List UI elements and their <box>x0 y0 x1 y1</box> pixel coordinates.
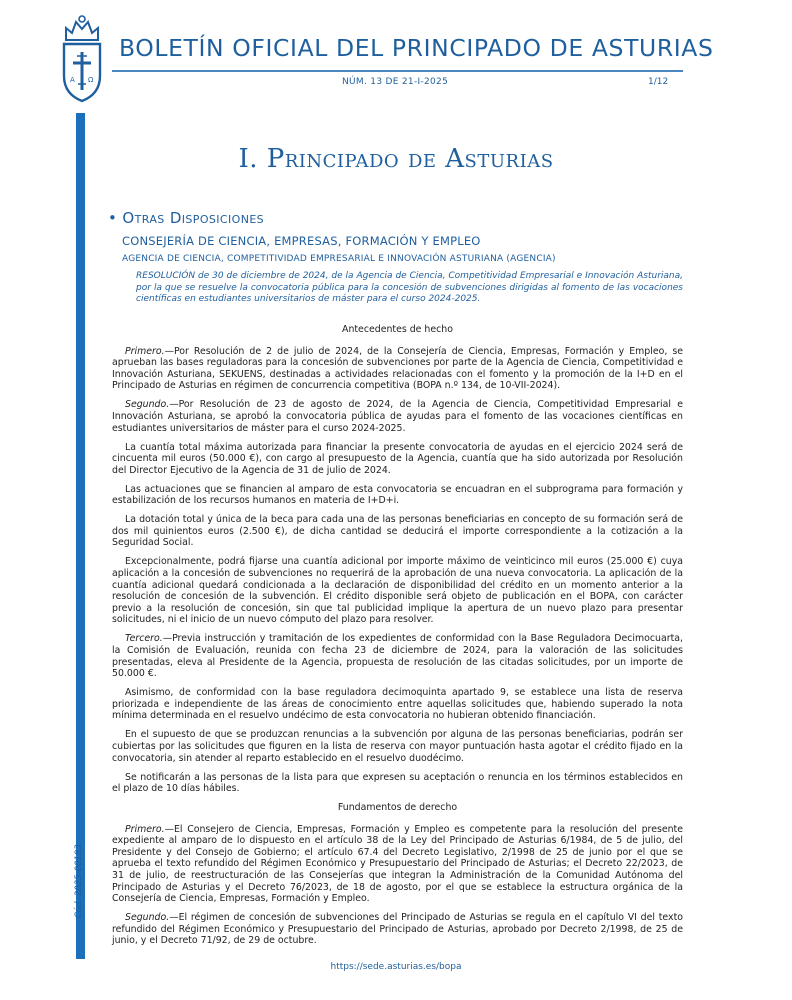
paragraph: En el supuesto de que se produzcan renuncias a la subvención por alguna de las personas beneficiarias, podrán ser cubiertas por las solicitudes que figuren en la lista de reserva con mayor puntuación hasta agotar el crédito fijado en la convocatoria, sin atender al reparto establecido en el resuelvo duodécimo. <box>112 729 683 764</box>
paragraph: Segundo.—El régimen de concesión de subvenciones del Principado de Asturias se regula en el capítulo VI del texto refundido del Régimen Económico y Presupuestario del Principado de Asturias, aprobado por Decreto 2/1998, de 25 de junio, y el Decreto 71/92, de 29 de octubre. <box>112 912 683 947</box>
paragraph: Asimismo, de conformidad con la base reguladora decimoquinta apartado 9, se establece una lista de reserva priorizada e independiente de las áreas de conocimiento entre aquellas solicitudes que, habiendo superado la nota mínima determinada en el resuelvo undécimo de esta convocatoria no hubieran obtenido financiación. <box>112 687 683 722</box>
ministry-name: CONSEJERÍA DE CIENCIA, EMPRESAS, FORMACIÓN Y EMPLEO <box>122 234 481 248</box>
paragraph: Las actuaciones que se financien al amparo de esta convocatoria se encuadran en el subprograma para formación y estabilización de los recursos humanos en materia de I+D+i. <box>112 483 683 507</box>
agency-name: AGENCIA DE CIENCIA, COMPETITIVIDAD EMPRESARIAL E INNOVACIÓN ASTURIANA (AGENCIA) <box>122 254 556 264</box>
issue-number: NÚM. 13 DE 21-I-2025 <box>342 77 449 87</box>
page-number: 1/12 <box>648 77 669 87</box>
section-title: I. Principado de Asturias <box>238 144 554 174</box>
bulletin-title: BOLETÍN OFICIAL DEL PRINCIPADO DE ASTURIAS <box>119 34 714 62</box>
heading-fundamentos: Fundamentos de derecho <box>337 802 458 814</box>
svg-text:A: A <box>70 76 75 84</box>
body-text <box>112 324 683 954</box>
paragraph: Se notificarán a las personas de la lista para que expresen su aceptación o renuncia en los términos establecidos en el plazo de 10 días hábiles. <box>112 771 683 795</box>
paragraph: Primero.—El Consejero de Ciencia, Empresas, Formación y Empleo es competente para la resolución del presente expediente al amparo de lo dispuesto en el artículo 38 de la Ley del Principado de Asturias 6/1984, de 5 de julio, del Presidente y del Consejo de Gobierno; el artículo 67.4 del Decreto Legislativo, 2/1998 de 25 de junio por el que se aprueba el texto refundido del Régimen Económico y Presupuestario del Principado de Asturias; el Decreto 22/2023, de 31 de julio, de reestructuración de las Consejerías que integran la Administración de la Comunidad Autónoma del Principado de Asturias y el Decreto 76/2023, de 18 de agosto, por el que se establece la estructura orgánica de la Consejería de Ciencia, Empresas, Formación y Empleo. <box>112 823 683 905</box>
svg-text:Ω: Ω <box>88 76 94 84</box>
paragraph: La dotación total y única de la beca para cada una de las personas beneficiarias en concepto de su formación será de dos mil quinientos euros (2.500 €), de dicha cantidad se deducirá el importe correspondiente a la cotización a la Seguridad Social. <box>112 514 683 549</box>
heading-antecedentes: Antecedentes de hecho <box>342 324 453 335</box>
paragraph: Primero.—Por Resolución de 2 de julio de 2024, de la Consejería de Ciencia, Empresas, Formación y Empleo, se aprueban las bases reguladoras para la concesión de subvenciones por parte de la Agencia de Ciencia, Competitividad e Innovación Asturiana, SEKUENS, destinadas a actividades relacionadas con el fomento y la promoción de la I+D en el Principado de Asturias en régimen de concurrencia competitiva (BOPA n.º 134, de 10-VII-2024). <box>112 345 683 392</box>
paragraph: Tercero.—Previa instrucción y tramitación de los expedientes de conformidad con la Base Reguladora Decimocuarta, la Comisión de Evaluación, reunida con fecha 23 de diciembre de 2024, para la valoración de las solicitudes presentadas, eleva al Presidente de la Agencia, propuesta de resolución de las citadas solicitudes, por un importe de 50.000 €. <box>112 633 683 680</box>
coat-of-arms-crest-icon <box>56 14 108 104</box>
footer-link[interactable]: https://sede.asturias.es/bopa <box>330 962 462 972</box>
document-code: Cód. 2025-00183 <box>74 844 84 918</box>
subsection-title: • Otras Disposiciones <box>108 209 265 227</box>
resolution-summary: RESOLUCIÓN de 30 de diciembre de 2024, de la Agencia de Ciencia, Competitividad Empresarial e Innovación Asturiana, por la que se resuelve la convocatoria pública para la concesión de subvenciones dirigidas al fomento de las vocaciones científicas en estudiantes universitarios de máster para el curso 2024-2025. <box>136 271 683 304</box>
header-divider <box>112 70 683 72</box>
side-bar <box>76 113 85 959</box>
paragraph: Excepcionalmente, podrá fijarse una cuantía adicional por importe máximo de veinticinco mil euros (25.000 €) cuya aplicación a la concesión de subvenciones no requerirá de la aprobación de una nueva convocatoria. La aplicación de la cuantía adicional quedará condicionada a la declaración de disponibilidad del crédito en un momento anterior a la resolución de concesión de la subvención. El crédito disponible será objeto de publicación en el BOPA, con carácter previo a la resolución de concesión, sin que tal publicidad implique la apertura de un nuevo plazo para presentar solicitudes, ni el inicio de un nuevo cómputo del plazo para resolver. <box>112 556 683 626</box>
paragraph: Segundo.—Por Resolución de 23 de agosto de 2024, de la Agencia de Ciencia, Competitividad Empresarial e Innovación Asturiana, se aprobó la convocatoria pública de ayudas para el fomento de las vocaciones científicas en estudiantes universitarios de máster para el curso 2024-2025. <box>112 399 683 434</box>
paragraph: La cuantía total máxima autorizada para financiar la presente convocatoria de ayudas en el ejercicio 2024 será de cincuenta mil euros (50.000 €), con cargo al presupuesto de la Agencia, cuantía que ha sido autorizada por Resolución del Director Ejecutivo de la Agencia de 31 de julio de 2024. <box>112 441 683 476</box>
